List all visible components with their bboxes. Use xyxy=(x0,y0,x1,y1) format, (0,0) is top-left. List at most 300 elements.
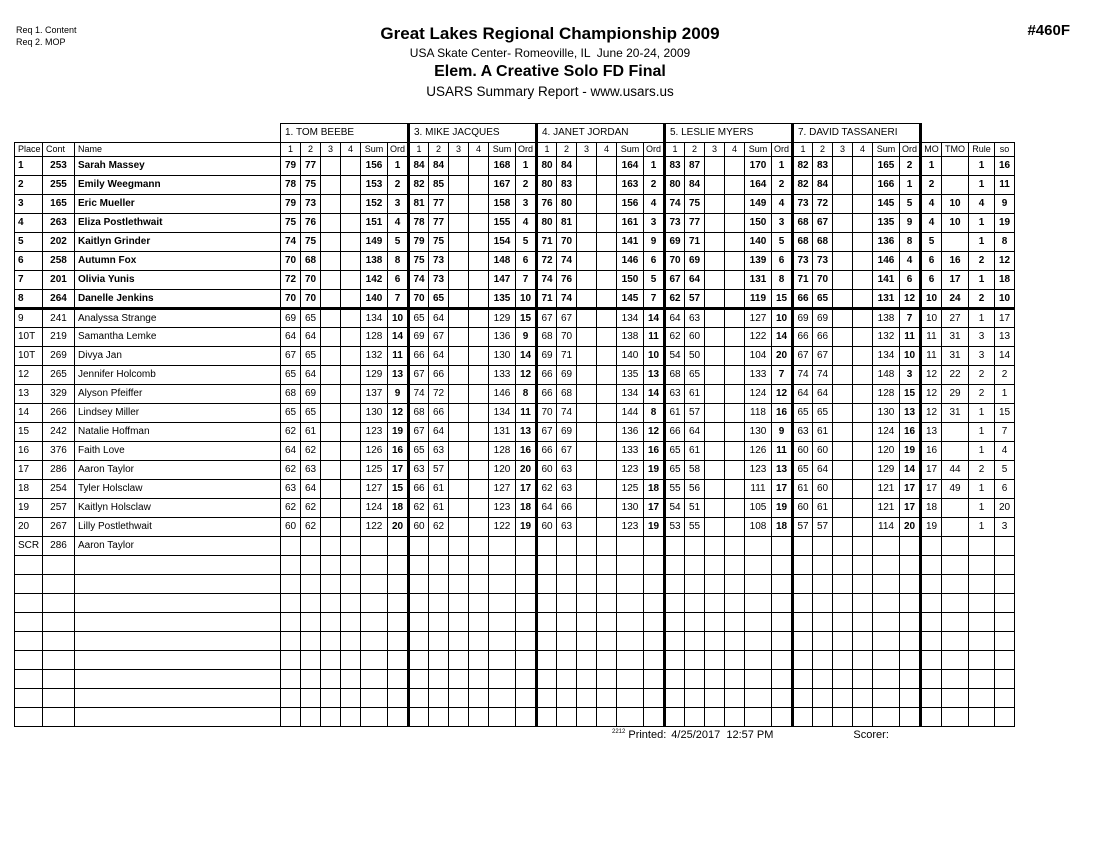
mo-cell: 11 xyxy=(921,328,942,347)
table-row xyxy=(15,290,1015,309)
score4-cell xyxy=(341,385,361,404)
ord-cell: 18 xyxy=(516,499,537,518)
score4-cell xyxy=(341,651,361,670)
ord-cell: 19 xyxy=(644,461,665,480)
score4-cell xyxy=(469,214,489,233)
ord-cell xyxy=(516,632,537,651)
score1-cell: 60 xyxy=(409,518,429,537)
score2-cell: 63 xyxy=(557,480,577,499)
name-cell: Kaitlyn Grinder xyxy=(75,233,281,252)
rule-cell xyxy=(969,575,995,594)
cont-cell xyxy=(43,651,75,670)
score2-cell xyxy=(813,556,833,575)
score3-cell xyxy=(705,423,725,442)
rule-cell xyxy=(969,613,995,632)
rule-cell: 1 xyxy=(969,404,995,423)
ord-cell: 18 xyxy=(644,480,665,499)
score3-cell xyxy=(321,195,341,214)
score2-cell xyxy=(429,613,449,632)
tmo-cell: 17 xyxy=(942,271,969,290)
score2-cell: 55 xyxy=(685,518,705,537)
score4-cell xyxy=(341,518,361,537)
score1-cell xyxy=(537,594,557,613)
mo-cell: 12 xyxy=(921,366,942,385)
name-cell: Lindsey Miller xyxy=(75,404,281,423)
score3-cell xyxy=(321,689,341,708)
ord-cell: 7 xyxy=(388,290,409,309)
score2-cell: 71 xyxy=(557,347,577,366)
mo-cell xyxy=(921,537,942,556)
score2-cell: 74 xyxy=(557,290,577,309)
judge-name-1: 1. TOM BEEBE xyxy=(281,124,409,143)
score4-cell xyxy=(469,366,489,385)
score4-cell xyxy=(469,480,489,499)
ord-cell: 14 xyxy=(644,309,665,328)
score3-cell xyxy=(321,480,341,499)
score1-cell xyxy=(793,708,813,727)
score4-cell xyxy=(469,271,489,290)
score1-cell xyxy=(537,708,557,727)
cont-cell: 258 xyxy=(43,252,75,271)
score3-cell xyxy=(705,537,725,556)
score4-cell xyxy=(469,347,489,366)
score1-cell: 74 xyxy=(281,233,301,252)
score4-cell xyxy=(725,176,745,195)
score3-cell xyxy=(577,708,597,727)
ord-cell: 8 xyxy=(644,404,665,423)
score2-cell: 65 xyxy=(429,290,449,309)
table-row xyxy=(15,461,1015,480)
sum-cell xyxy=(745,689,772,708)
score4-cell xyxy=(725,575,745,594)
table-row xyxy=(15,442,1015,461)
ord-cell: 9 xyxy=(900,214,921,233)
ord-cell xyxy=(644,632,665,651)
empty-row xyxy=(15,708,1015,727)
sum-cell: 152 xyxy=(361,195,388,214)
score3-cell xyxy=(449,689,469,708)
col-sum: Sum xyxy=(361,143,388,157)
score2-cell: 83 xyxy=(813,157,833,176)
cont-cell: 269 xyxy=(43,347,75,366)
score3-cell xyxy=(705,499,725,518)
score2-cell xyxy=(429,651,449,670)
score2-cell: 69 xyxy=(557,366,577,385)
table-row xyxy=(15,537,1015,556)
mo-cell: 5 xyxy=(921,233,942,252)
table-row xyxy=(15,233,1015,252)
col-mo: MO xyxy=(921,143,942,157)
place-cell: 6 xyxy=(15,252,43,271)
score4-cell xyxy=(597,328,617,347)
ord-cell: 2 xyxy=(772,176,793,195)
score2-cell xyxy=(301,670,321,689)
cont-cell: 329 xyxy=(43,385,75,404)
score2-cell: 60 xyxy=(813,442,833,461)
sum-cell: 123 xyxy=(617,461,644,480)
score4-cell xyxy=(469,632,489,651)
score2-cell: 64 xyxy=(813,385,833,404)
score2-cell: 50 xyxy=(685,347,705,366)
score4-cell xyxy=(853,670,873,689)
mo-cell: 1 xyxy=(921,157,942,176)
score3-cell xyxy=(833,499,853,518)
score4-cell xyxy=(341,537,361,556)
score4-cell xyxy=(341,442,361,461)
score4-cell xyxy=(341,328,361,347)
score1-cell: 73 xyxy=(665,214,685,233)
score4-cell xyxy=(469,385,489,404)
ord-cell: 5 xyxy=(772,233,793,252)
tmo-cell xyxy=(942,423,969,442)
score3-cell xyxy=(705,613,725,632)
score2-cell xyxy=(685,670,705,689)
score3-cell xyxy=(321,594,341,613)
sum-cell: 122 xyxy=(745,328,772,347)
mo-cell: 2 xyxy=(921,176,942,195)
score3-cell xyxy=(577,461,597,480)
score1-cell xyxy=(793,594,813,613)
score1-cell: 69 xyxy=(409,328,429,347)
score3-cell xyxy=(321,271,341,290)
score3-cell xyxy=(321,461,341,480)
sum-cell: 149 xyxy=(361,233,388,252)
score1-cell: 60 xyxy=(281,518,301,537)
score3-cell xyxy=(833,556,853,575)
ord-cell: 2 xyxy=(644,176,665,195)
score3-cell xyxy=(705,157,725,176)
mo-cell xyxy=(921,670,942,689)
score3-cell xyxy=(449,252,469,271)
ord-cell: 10 xyxy=(772,309,793,328)
score3-cell xyxy=(577,404,597,423)
cont-cell: 242 xyxy=(43,423,75,442)
score3-cell xyxy=(321,537,341,556)
score4-cell xyxy=(341,404,361,423)
score1-cell: 62 xyxy=(537,480,557,499)
ord-cell: 15 xyxy=(516,309,537,328)
place-cell: SCR xyxy=(15,537,43,556)
score2-cell: 65 xyxy=(813,290,833,309)
sum-cell xyxy=(617,613,644,632)
score2-cell xyxy=(557,632,577,651)
score3-cell xyxy=(321,252,341,271)
score3-cell xyxy=(449,347,469,366)
score4-cell xyxy=(597,518,617,537)
score3-cell xyxy=(705,594,725,613)
ord-cell xyxy=(900,613,921,632)
score1-cell: 63 xyxy=(409,461,429,480)
rule-cell: 1 xyxy=(969,233,995,252)
score2-cell: 60 xyxy=(685,328,705,347)
score3-cell xyxy=(833,442,853,461)
sum-cell: 130 xyxy=(617,499,644,518)
score3-cell xyxy=(449,708,469,727)
so-cell: 4 xyxy=(995,442,1015,461)
score3-cell xyxy=(449,594,469,613)
ord-cell xyxy=(772,594,793,613)
score2-cell: 61 xyxy=(429,480,449,499)
sum-cell xyxy=(489,575,516,594)
score2-cell: 64 xyxy=(429,347,449,366)
sum-cell: 122 xyxy=(489,518,516,537)
score3-cell xyxy=(705,461,725,480)
score4-cell xyxy=(853,689,873,708)
mo-cell: 6 xyxy=(921,271,942,290)
score2-cell xyxy=(429,689,449,708)
score4-cell xyxy=(469,423,489,442)
score3-cell xyxy=(321,499,341,518)
ord-cell: 13 xyxy=(772,461,793,480)
score3-cell xyxy=(577,157,597,176)
score4-cell xyxy=(725,366,745,385)
score4-cell xyxy=(725,214,745,233)
sum-cell: 130 xyxy=(745,423,772,442)
score3-cell xyxy=(577,537,597,556)
score3-cell xyxy=(449,575,469,594)
place-cell: 20 xyxy=(15,518,43,537)
mo-cell: 19 xyxy=(921,518,942,537)
table-row xyxy=(15,518,1015,537)
score3-cell xyxy=(449,632,469,651)
score1-cell: 70 xyxy=(665,252,685,271)
score4-cell xyxy=(725,518,745,537)
score1-cell: 68 xyxy=(793,233,813,252)
ord-cell xyxy=(900,556,921,575)
score2-cell: 57 xyxy=(685,404,705,423)
score3-cell xyxy=(449,556,469,575)
score1-cell: 69 xyxy=(793,309,813,328)
score4-cell xyxy=(341,176,361,195)
results-table xyxy=(14,123,1015,727)
sum-cell xyxy=(361,613,388,632)
judge-header-row xyxy=(15,124,1015,143)
empty-row xyxy=(15,594,1015,613)
sum-cell: 134 xyxy=(489,404,516,423)
name-cell: Analyssa Strange xyxy=(75,309,281,328)
score2-cell: 67 xyxy=(429,328,449,347)
score4-cell xyxy=(853,252,873,271)
score2-cell xyxy=(301,613,321,632)
tmo-cell: 44 xyxy=(942,461,969,480)
tmo-cell: 22 xyxy=(942,366,969,385)
table-row xyxy=(15,214,1015,233)
sum-cell: 168 xyxy=(489,157,516,176)
score2-cell: 77 xyxy=(301,157,321,176)
ord-cell: 4 xyxy=(516,214,537,233)
score4-cell xyxy=(725,632,745,651)
score3-cell xyxy=(833,518,853,537)
sum-cell: 150 xyxy=(617,271,644,290)
score1-cell: 70 xyxy=(281,252,301,271)
ord-cell xyxy=(644,651,665,670)
score2-cell xyxy=(813,575,833,594)
score3-cell xyxy=(577,290,597,309)
ord-cell: 12 xyxy=(644,423,665,442)
so-cell: 18 xyxy=(995,271,1015,290)
score1-cell: 80 xyxy=(537,214,557,233)
sum-cell: 121 xyxy=(873,480,900,499)
ord-cell xyxy=(900,632,921,651)
ord-cell xyxy=(516,613,537,632)
score1-cell xyxy=(409,594,429,613)
sum-cell: 141 xyxy=(617,233,644,252)
place-cell: 9 xyxy=(15,309,43,328)
rule-cell: 1 xyxy=(969,157,995,176)
score1-cell xyxy=(665,575,685,594)
ord-cell xyxy=(644,556,665,575)
score3-cell xyxy=(449,214,469,233)
score1-cell xyxy=(409,556,429,575)
score3-cell xyxy=(705,651,725,670)
ord-cell xyxy=(644,575,665,594)
score2-cell: 75 xyxy=(301,176,321,195)
score3-cell xyxy=(705,385,725,404)
score4-cell xyxy=(341,423,361,442)
sum-cell: 170 xyxy=(745,157,772,176)
score3-cell xyxy=(577,442,597,461)
col-score-3: 3 xyxy=(705,143,725,157)
tmo-cell xyxy=(942,708,969,727)
rule-cell xyxy=(969,670,995,689)
score2-cell: 68 xyxy=(813,233,833,252)
blank-corner-right xyxy=(921,124,1015,143)
sum-cell: 131 xyxy=(745,271,772,290)
score2-cell xyxy=(429,708,449,727)
ord-cell: 8 xyxy=(516,385,537,404)
score4-cell xyxy=(341,613,361,632)
ord-cell xyxy=(772,537,793,556)
ord-cell: 13 xyxy=(388,366,409,385)
mo-cell: 4 xyxy=(921,214,942,233)
score4-cell xyxy=(341,670,361,689)
sum-cell: 131 xyxy=(873,290,900,309)
score3-cell xyxy=(577,689,597,708)
score2-cell: 67 xyxy=(813,214,833,233)
place-cell xyxy=(15,670,43,689)
score4-cell xyxy=(469,575,489,594)
sum-cell: 125 xyxy=(361,461,388,480)
score1-cell: 75 xyxy=(281,214,301,233)
score2-cell: 76 xyxy=(557,271,577,290)
tmo-cell: 31 xyxy=(942,328,969,347)
score3-cell xyxy=(705,176,725,195)
score3-cell xyxy=(321,404,341,423)
name-cell xyxy=(75,689,281,708)
score3-cell xyxy=(577,499,597,518)
ord-cell: 14 xyxy=(388,328,409,347)
score3-cell xyxy=(833,271,853,290)
score1-cell xyxy=(409,708,429,727)
ord-cell: 2 xyxy=(516,176,537,195)
score3-cell xyxy=(449,290,469,309)
so-cell: 8 xyxy=(995,233,1015,252)
score2-cell: 85 xyxy=(429,176,449,195)
cont-cell: 219 xyxy=(43,328,75,347)
sum-cell: 124 xyxy=(745,385,772,404)
score4-cell xyxy=(597,271,617,290)
ord-cell xyxy=(516,651,537,670)
sum-cell: 141 xyxy=(873,271,900,290)
sum-cell xyxy=(489,613,516,632)
empty-row xyxy=(15,575,1015,594)
place-cell xyxy=(15,708,43,727)
sum-cell: 114 xyxy=(873,518,900,537)
score1-cell: 67 xyxy=(409,423,429,442)
score2-cell xyxy=(429,556,449,575)
score3-cell xyxy=(833,480,853,499)
col-score-1: 1 xyxy=(665,143,685,157)
score2-cell xyxy=(685,594,705,613)
score4-cell xyxy=(725,594,745,613)
score3-cell xyxy=(321,423,341,442)
ord-cell: 5 xyxy=(900,195,921,214)
score1-cell: 65 xyxy=(665,461,685,480)
score1-cell: 74 xyxy=(409,271,429,290)
score1-cell: 64 xyxy=(793,385,813,404)
so-cell: 2 xyxy=(995,366,1015,385)
score2-cell xyxy=(813,537,833,556)
score1-cell: 80 xyxy=(665,176,685,195)
score2-cell: 62 xyxy=(301,442,321,461)
judge-name-5: 7. DAVID TASSANERI xyxy=(793,124,921,143)
sum-cell xyxy=(745,537,772,556)
score3-cell xyxy=(833,708,853,727)
sum-cell: 140 xyxy=(745,233,772,252)
mo-cell: 16 xyxy=(921,442,942,461)
score1-cell: 65 xyxy=(665,442,685,461)
ord-cell xyxy=(772,689,793,708)
score4-cell xyxy=(853,214,873,233)
score4-cell xyxy=(853,195,873,214)
ord-cell: 13 xyxy=(644,366,665,385)
score4-cell xyxy=(853,461,873,480)
ord-cell: 17 xyxy=(516,480,537,499)
so-cell: 20 xyxy=(995,499,1015,518)
score4-cell xyxy=(469,499,489,518)
mo-cell: 13 xyxy=(921,423,942,442)
tmo-cell: 31 xyxy=(942,404,969,423)
col-score-4: 4 xyxy=(853,143,873,157)
score1-cell xyxy=(281,632,301,651)
score1-cell: 66 xyxy=(409,347,429,366)
ord-cell: 17 xyxy=(644,499,665,518)
rule-cell: 2 xyxy=(969,252,995,271)
score3-cell xyxy=(577,252,597,271)
place-cell: 10T xyxy=(15,328,43,347)
sum-cell: 149 xyxy=(745,195,772,214)
place-cell: 19 xyxy=(15,499,43,518)
score4-cell xyxy=(469,594,489,613)
sum-cell: 147 xyxy=(489,271,516,290)
sum-cell: 132 xyxy=(873,328,900,347)
table-row xyxy=(15,499,1015,518)
score4-cell xyxy=(597,499,617,518)
tmo-cell xyxy=(942,518,969,537)
ord-cell xyxy=(900,651,921,670)
sum-cell: 131 xyxy=(489,423,516,442)
tmo-cell xyxy=(942,157,969,176)
score3-cell xyxy=(449,480,469,499)
score3-cell xyxy=(577,309,597,328)
score3-cell xyxy=(577,518,597,537)
score1-cell xyxy=(665,537,685,556)
score4-cell xyxy=(469,328,489,347)
score1-cell: 65 xyxy=(409,309,429,328)
score3-cell xyxy=(833,689,853,708)
so-cell xyxy=(995,708,1015,727)
score2-cell: 64 xyxy=(429,309,449,328)
